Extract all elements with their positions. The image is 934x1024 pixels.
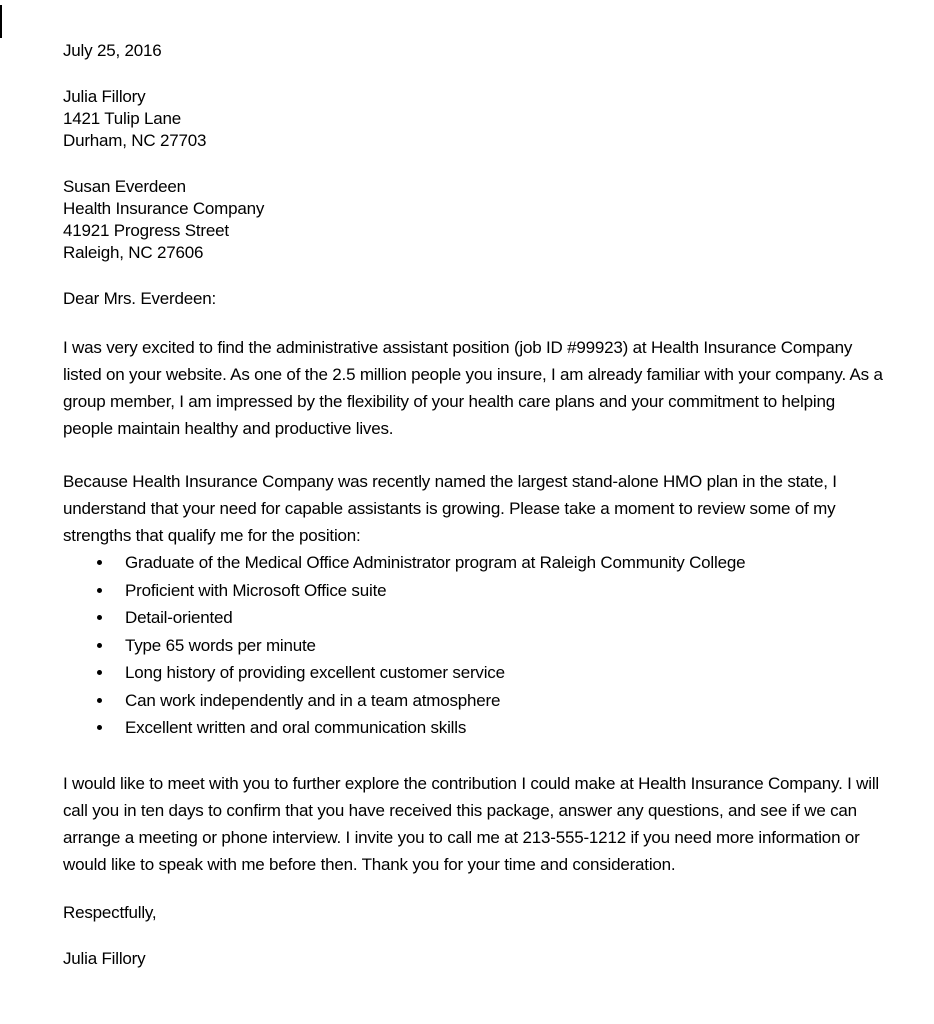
bullet-item: Type 65 words per minute — [63, 632, 886, 660]
bullet-item: Detail-oriented — [63, 604, 886, 632]
closing: Respectfully, — [63, 902, 157, 922]
sender-name: Julia Fillory — [63, 87, 146, 106]
recipient-name: Susan Everdeen — [63, 177, 186, 196]
caret-mark — [0, 5, 2, 38]
recipient-street: 41921 Progress Street — [63, 221, 229, 240]
sender-address-block — [63, 86, 886, 152]
recipient-company: Health Insurance Company — [63, 199, 265, 218]
bullet-item: Can work independently and in a team atmosphere — [63, 687, 886, 715]
body-paragraph-1: I was very excited to find the administrative assistant position (job ID #99923) at Health Insurance Company listed on your website. As one of the 2.5 million people you insure, I am already familiar with your company. As a group member, I am impressed by the flexibility of your health care plans and your commitment to helping people maintain healthy and productive lives. — [63, 338, 883, 438]
bullet-item: Graduate of the Medical Office Administrator program at Raleigh Community College — [63, 549, 886, 577]
sender-city: Durham, NC 27703 — [63, 131, 207, 150]
body-paragraph-3: I would like to meet with you to further explore the contribution I could make at Health Insurance Company. I will call you in ten days to confirm that you have received this package, answer any questions, and see if we can arrange a meeting or phone interview. I invite you to call me at 213-555-1212 if you need more information or would like to speak with me before then. Thank you for your time and consideration. — [63, 773, 879, 874]
strengths-bullet-list — [63, 549, 886, 742]
closing-block — [63, 902, 886, 924]
bullet-item: Excellent written and oral communication skills — [63, 714, 886, 742]
signature-block — [63, 948, 886, 970]
date-block — [63, 40, 886, 62]
salutation-block — [63, 288, 886, 310]
signature-name: Julia Fillory — [63, 948, 146, 968]
letter-content — [63, 40, 886, 994]
recipient-address-block — [63, 176, 886, 264]
letter-date: July 25, 2016 — [63, 41, 162, 60]
body-paragraph-2: Because Health Insurance Company was recently named the largest stand-alone HMO plan in the state, I understand that your need for capable assistants is growing. Please take a moment to review some of my strengths that qualify me for the position: — [63, 472, 837, 545]
bullet-item: Proficient with Microsoft Office suite — [63, 577, 886, 605]
bullet-item: Long history of providing excellent customer service — [63, 659, 886, 687]
salutation: Dear Mrs. Everdeen: — [63, 289, 217, 308]
recipient-city: Raleigh, NC 27606 — [63, 243, 204, 262]
sender-street: 1421 Tulip Lane — [63, 109, 181, 128]
